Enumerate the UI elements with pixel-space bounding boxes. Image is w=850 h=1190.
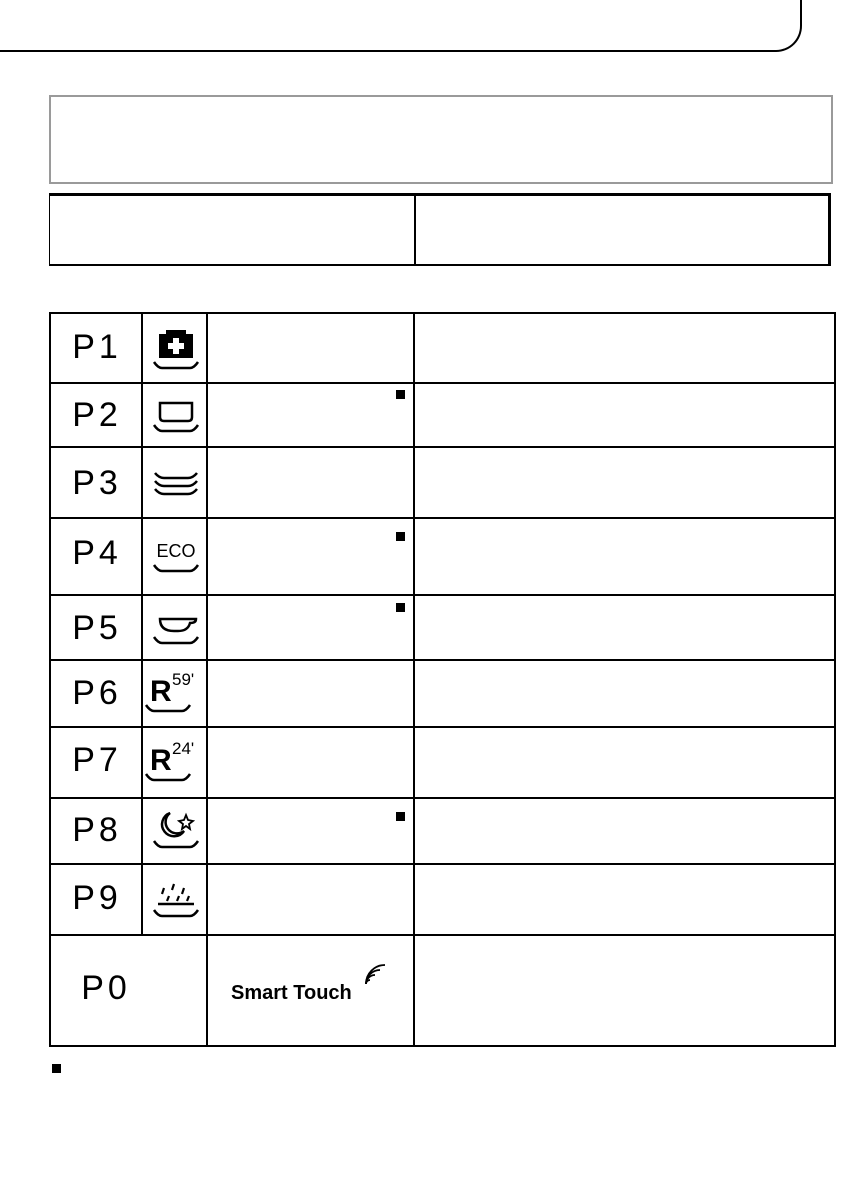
footnote-marker [396,390,405,399]
eco-icon-text: ECO [156,541,196,561]
page-corner [0,0,802,52]
program-code: P0 [81,969,131,1007]
program-code: P7 [72,741,122,779]
program-table [49,312,836,1047]
rapid-59-icon [144,664,208,724]
program-code: P5 [72,609,122,647]
program-code: P4 [72,534,122,572]
program-code: P1 [72,328,122,366]
row-divider [51,517,834,519]
program-code: P2 [72,396,122,434]
header-table [49,193,831,266]
rapid-letter: R [150,744,172,777]
program-code: P6 [72,674,122,712]
col-divider [413,314,415,1047]
row-divider [51,726,834,728]
smart-touch-icon [362,964,386,992]
rapid-letter: R [150,675,172,708]
row-divider [51,446,834,448]
three-waves-icon [144,454,208,512]
row-divider [51,797,834,799]
rapid-minutes: 24' [172,739,195,758]
bowl-icon [144,386,208,444]
row-divider [51,863,834,865]
rapid-24-icon [144,732,208,794]
footnote-marker [52,1064,61,1073]
footnote-marker [396,603,405,612]
cup-icon [144,602,208,656]
row-divider [51,934,834,936]
row-divider [51,382,834,384]
eco-icon [144,526,208,588]
footnote-marker [396,812,405,821]
header-divider [414,196,416,264]
prewash-drops-icon [144,869,208,931]
pot-plus-icon [144,320,208,378]
footnote-marker [396,532,405,541]
row-divider [51,594,834,596]
rapid-minutes: 59' [172,670,195,689]
title-box [49,95,833,184]
program-code: P3 [72,464,122,502]
smart-touch-label: Smart Touch [231,982,352,1004]
program-code: P9 [72,879,122,917]
row-divider [51,659,834,661]
night-moon-icon [144,802,208,860]
program-code: P8 [72,811,122,849]
